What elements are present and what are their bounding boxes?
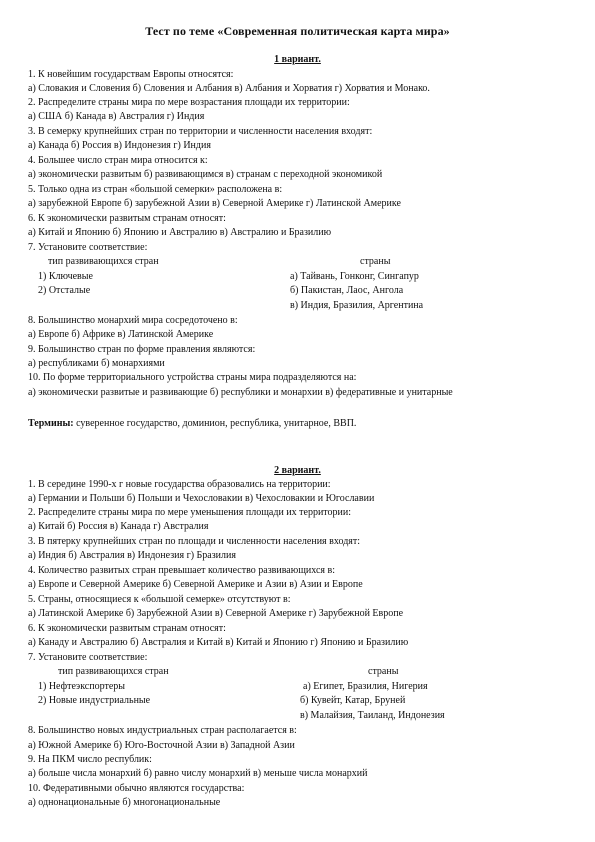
v1-match-right: в) Индия, Бразилия, Аргентина <box>290 300 424 311</box>
v2-match-right: а) Египет, Бразилия, Нигерия <box>303 681 428 692</box>
v1-line: 8. Большинство монархий мира сосредоточено в: <box>28 315 238 326</box>
v1-line: а) экономически развитые и развивающие б) республики и монархии в) федеративные и унитарные <box>28 387 453 398</box>
v1-line: 7. Установите соответствие: <box>28 242 148 253</box>
v1-match-left: 2) Отсталые <box>38 285 91 296</box>
v1-match-right: а) Тайвань, Гонконг, Сингапур <box>290 271 419 282</box>
v2-line: 7. Установите соответствие: <box>28 652 148 663</box>
v2-line: а) больше числа монархий б) равно числу монархий в) меньше числа монархий <box>28 768 368 779</box>
v2-line: 9. На ПКМ число республик: <box>28 754 152 765</box>
variant-1-header: 1 вариант. <box>274 54 321 65</box>
v2-line: 8. Большинство новых индустриальных стран располагается в: <box>28 725 297 736</box>
page-title: Тест по теме «Современная политическая карта мира» <box>145 24 450 38</box>
v2-match-left: 2) Новые индустриальные <box>38 695 151 706</box>
v1-line: а) республиками б) монархиями <box>28 358 165 369</box>
v2-line: а) однонациональные б) многонациональные <box>28 797 221 808</box>
v2-match-left: 1) Нефтеэкспортеры <box>38 681 125 692</box>
v2-line: 1. В середине 1990-х г новые государства образовались на территории: <box>28 479 331 490</box>
v1-match-right: б) Пакистан, Лаос, Ангола <box>290 285 404 296</box>
v1-line: 10. По форме территориального устройства страны мира подразделяются на: <box>28 372 357 383</box>
v1-match-head-left: тип развивающихся стран <box>48 256 159 267</box>
v2-line: 5. Страны, относящиеся к «большой семерке» отсутствуют в: <box>28 594 291 605</box>
v2-line: а) Европе и Северной Америке б) Северной Америке и Азии в) Азии и Европе <box>28 579 363 590</box>
v1-line: а) США б) Канада в) Австралия г) Индия <box>28 111 205 122</box>
v1-line: 5. Только одна из стран «большой семерки» расположена в: <box>28 184 283 195</box>
v1-line: 6. К экономически развитым странам относят: <box>28 213 226 224</box>
v1-line: 9. Большинство стран по форме правления являются: <box>28 344 256 355</box>
v2-line: а) Латинской Америке б) Зарубежной Азии в) Северной Америке г) Зарубежной Европе <box>28 608 404 619</box>
v1-line: 4. Большее число стран мира относится к: <box>28 155 208 166</box>
v1-line: а) Словакия и Словения б) Словения и Албания в) Албания и Хорватия г) Хорватия и Монако. <box>28 83 430 94</box>
v2-line: 6. К экономически развитым странам относят: <box>28 623 226 634</box>
v1-line: а) зарубежной Европе б) зарубежной Азии в) Северной Америке г) Латинской Америке <box>28 198 401 209</box>
v2-match-right: б) Кувейт, Катар, Бруней <box>300 695 406 706</box>
v1-line: а) Европе б) Африке в) Латинской Америке <box>28 329 214 340</box>
v1-line: 3. В семерку крупнейших стран по территории и численности населения входят: <box>28 126 373 137</box>
v1-line: а) Китай и Японию б) Японию и Австралию в) Австралию и Бразилию <box>28 227 332 238</box>
v2-line: а) Китай б) Россия в) Канада г) Австралия <box>28 521 209 532</box>
terms-line <box>28 418 356 429</box>
v2-line: а) Индия б) Австралия в) Индонезия г) Бразилия <box>28 550 236 561</box>
v2-line: 10. Федеративными обычно являются государства: <box>28 783 245 794</box>
v1-match-left: 1) Ключевые <box>38 271 93 282</box>
v2-line: а) Южной Америке б) Юго-Восточной Азии в) Западной Азии <box>28 740 295 751</box>
v1-line: а) Канада б) Россия в) Индонезия г) Индия <box>28 140 211 151</box>
v2-line: а) Германии и Польши б) Польши и Чехословакии в) Чехословакии и Югославии <box>28 493 375 504</box>
v1-match-head-right: страны <box>360 256 391 267</box>
terms-label: Термины: <box>28 418 74 429</box>
v1-line: а) экономически развитым б) развивающимся в) странам с переходной экономикой <box>28 169 383 180</box>
v2-line: 2. Распределите страны мира по мере уменьшения площади их территории: <box>28 507 352 518</box>
v2-match-head-left: тип развивающихся стран <box>58 666 169 677</box>
v2-line: 3. В пятерку крупнейших стран по площади и численности населения входят: <box>28 536 361 547</box>
v1-line: 1. К новейшим государствам Европы относятся: <box>28 69 234 80</box>
v2-line: а) Канаду и Австралию б) Австралия и Китай в) Китай и Японию г) Японию и Бразилию <box>28 637 409 648</box>
v2-match-head-right: страны <box>368 666 399 677</box>
v1-line: 2. Распределите страны мира по мере возрастания площади их территории: <box>28 97 350 108</box>
v2-match-right: в) Малайзия, Таиланд, Индонезия <box>300 710 445 721</box>
terms-text: суверенное государство, доминион, республика, унитарное, ВВП. <box>73 418 357 429</box>
variant-2-header: 2 вариант. <box>274 465 321 476</box>
v2-line: 4. Количество развитых стран превышает количество развивающихся в: <box>28 565 336 576</box>
